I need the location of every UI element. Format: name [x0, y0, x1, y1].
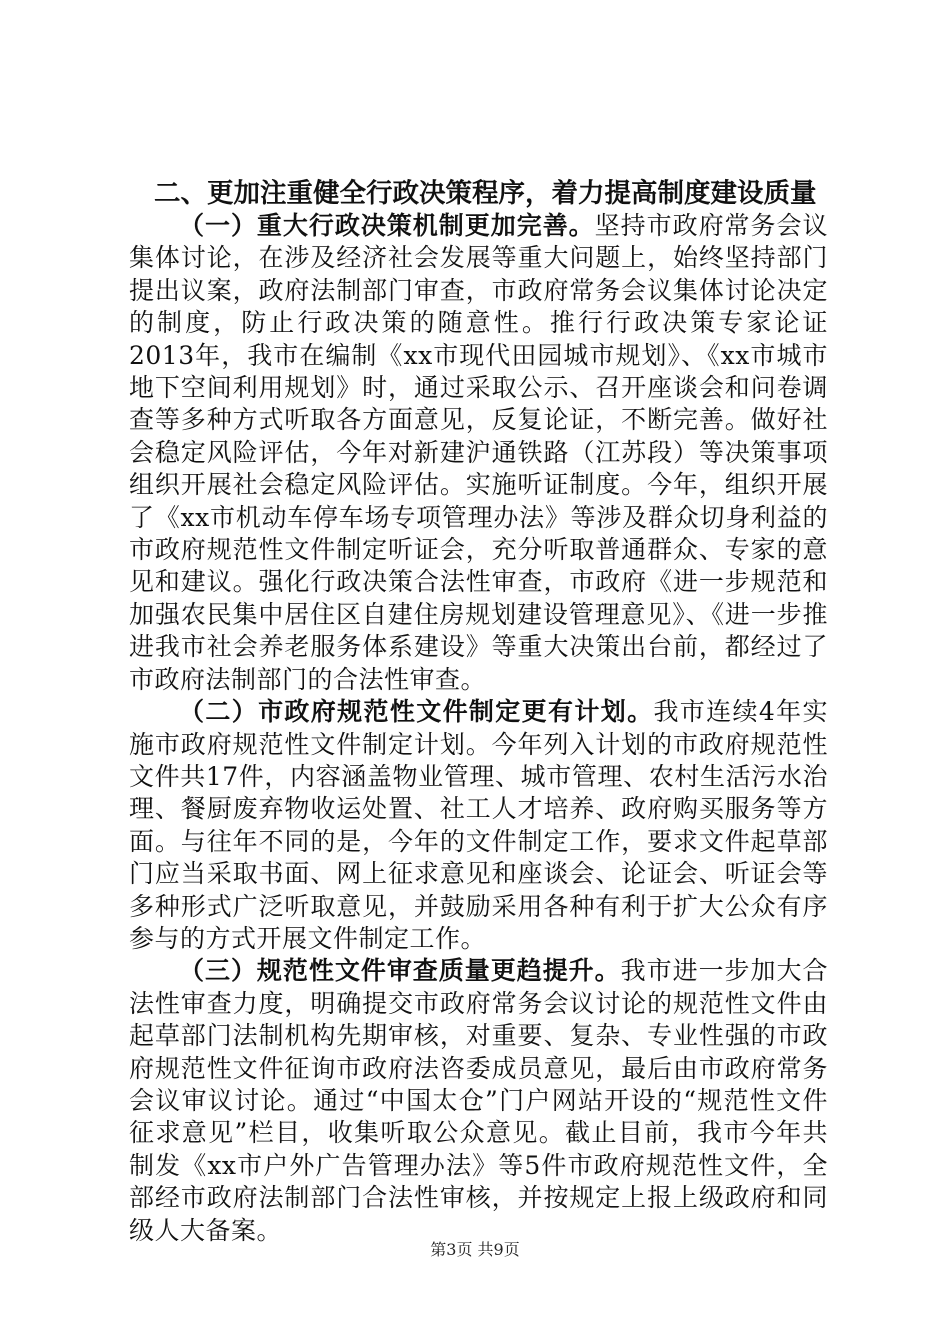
page-footer: 第3页 共9页	[430, 1240, 520, 1259]
document-body	[129, 178, 828, 1247]
paragraph-2-text: 我市连续4年实施市政府规范性文件制定计划。今年列入计划的市政府规范性文件共17件，内容涵盖物业管理、城市管理、农村生活污水治理、餐厨废弃物收运处置、社工人才培养、政府购买服务等方面。与往年不同的是，今年的文件制定工作，要求文件起草部门应当采取书面、网上征求意见和座谈会、论证会、听证会等多种形式广泛听取意见，并鼓励采用各种有利于扩大公众有序参与的方式开展文件制定工作。	[129, 697, 828, 953]
paragraph-1	[129, 210, 828, 696]
paragraph-3-lead: （三）规范性文件审查质量更趋提升。	[179, 956, 621, 986]
paragraph-1-lead: （一）重大行政决策机制更加完善。	[179, 211, 595, 240]
paragraph-3-text: 我市进一步加大合法性审查力度，明确提交市政府常务会议讨论的规范性文件由起草部门法制机构先期审核，对重要、复杂、专业性强的市政府规范性文件征询市政府法咨委成员意见，最后由市政府常务会议审议讨论。通过“中国太仓”门户网站开设的“规范性文件征求意见”栏目，收集听取公众意见。截止目前，我市今年共制发《xx市户外广告管理办法》等5件市政府规范性文件，全部经市政府法制部门合法性审核，并按规定上报上级政府和同级人大备案。	[129, 956, 828, 1245]
paragraph-2-lead: （二）市政府规范性文件制定更有计划。	[179, 697, 654, 727]
section-heading: 二、更加注重健全行政决策程序，着力提高制度建设质量	[154, 178, 817, 209]
paragraph-2	[129, 696, 828, 955]
paragraph-1-text: 坚持市政府常务会议集体讨论，在涉及经济社会发展等重大问题上，始终坚持部门提出议案，政府法制部门审查，市政府常务会议集体讨论决定的制度，防止行政决策的随意性。推行行政决策专家论证2013年，我市在编制《xx市现代田园城市规划》、《xx市城市地下空间利用规划》时，通过采取公示、召开座谈会和问卷调查等多种方式听取各方面意见，反复论证，不断完善。做好社会稳定风险评估，今年对新建沪通铁路（江苏段）等决策事项组织开展社会稳定风险评估。实施听证制度。今年，组织开展了《xx市机动车停车场专项管理办法》等涉及群众切身利益的市政府规范性文件制定听证会，充分听取普通群众、专家的意见和建议。强化行政决策合法性审查，市政府《进一步规范和加强农民集中居住区自建住房规划建设管理意见》、《进一步推进我市社会养老服务体系建设》等重大决策出台前，都经过了市政府法制部门的合法性审查。	[129, 211, 828, 694]
paragraph-3	[129, 955, 828, 1247]
